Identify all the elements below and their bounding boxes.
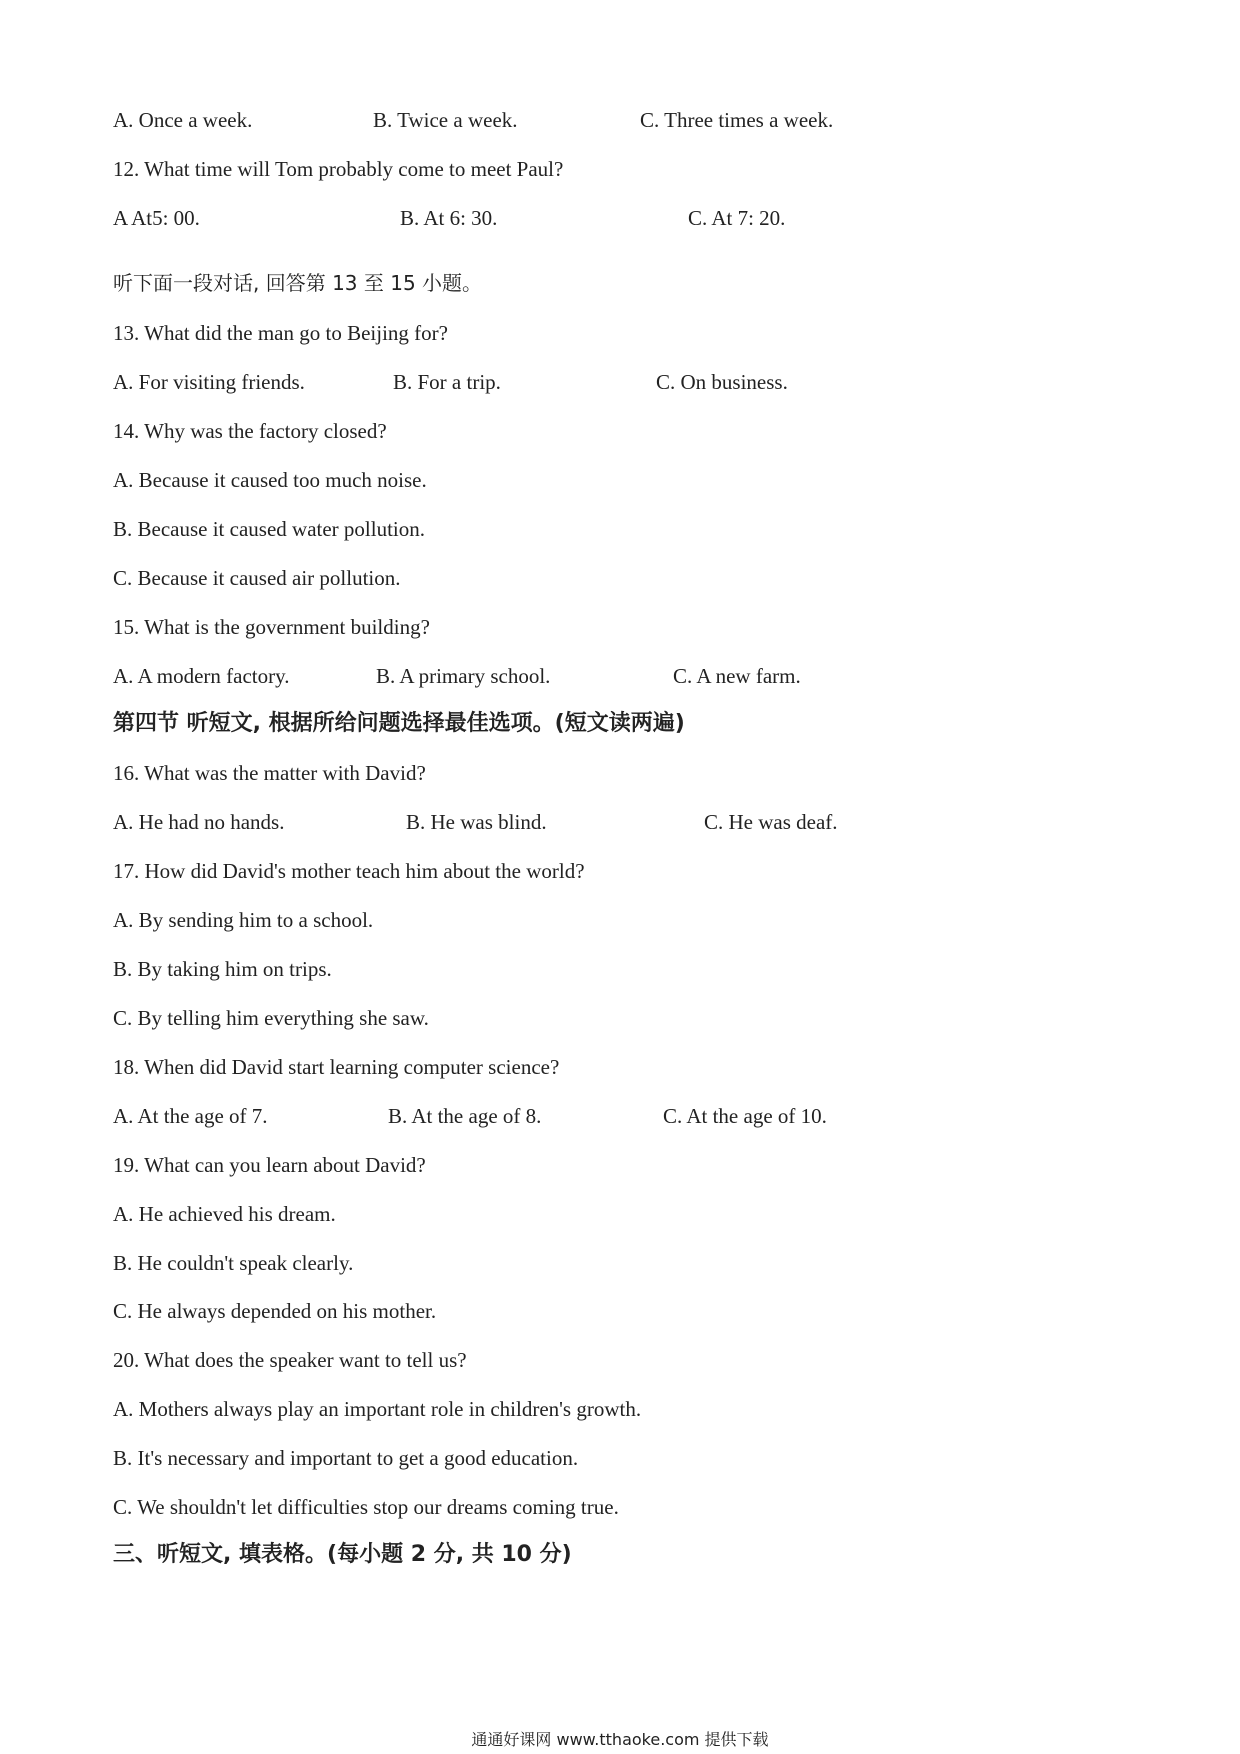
q12-question: 12. What time will Tom probably come to meet Paul? [113, 157, 564, 181]
q19-question: 19. What can you learn about David? [113, 1153, 426, 1177]
part3-heading: 三、听短文, 填表格。(每小题 2 分, 共 10 分) [113, 1542, 572, 1567]
q19-option-c: C. He always depended on his mother. [113, 1299, 437, 1323]
q13-question: 13. What did the man go to Beijing for? [113, 321, 448, 345]
q13-option-b: B. For a trip. [393, 370, 501, 394]
q18-option-b: B. At the age of 8. [388, 1104, 542, 1128]
q11-option-b: B. Twice a week. [373, 108, 518, 132]
q18-option-a: A. At the age of 7. [113, 1104, 268, 1128]
q20-option-c: C. We shouldn't let difficulties stop our dreams coming true. [113, 1495, 619, 1519]
q14-question: 14. Why was the factory closed? [113, 419, 387, 443]
q14-option-a: A. Because it caused too much noise. [113, 468, 427, 492]
page-footer: 通通好课网 www.tthaoke.com 提供下载 [471, 1730, 769, 1749]
q14-option-c: C. Because it caused air pollution. [113, 566, 401, 590]
q15-option-a: A. A modern factory. [113, 664, 290, 688]
q14-option-b: B. Because it caused water pollution. [113, 517, 425, 541]
q17-option-a: A. By sending him to a school. [113, 908, 374, 932]
q20-option-b: B. It's necessary and important to get a good education. [113, 1446, 579, 1470]
q16-option-a: A. He had no hands. [113, 810, 285, 834]
instruction-13-15: 听下面一段对话, 回答第 13 至 15 小题。 [113, 271, 483, 295]
q17-question: 17. How did David's mother teach him about the world? [113, 859, 585, 883]
q15-option-b: B. A primary school. [376, 664, 551, 688]
q13-option-a: A. For visiting friends. [113, 370, 305, 394]
q15-option-c: C. A new farm. [673, 664, 801, 688]
q17-option-c: C. By telling him everything she saw. [113, 1006, 429, 1030]
q20-question: 20. What does the speaker want to tell us? [113, 1348, 467, 1372]
q12-option-a: A At5: 00. [113, 206, 200, 230]
q16-option-b: B. He was blind. [406, 810, 547, 834]
q16-question: 16. What was the matter with David? [113, 761, 426, 785]
q12-option-c: C. At 7: 20. [688, 206, 786, 230]
q18-question: 18. When did David start learning computer science? [113, 1055, 560, 1079]
q16-option-c: C. He was deaf. [704, 810, 838, 834]
q20-option-a: A. Mothers always play an important role in children's growth. [113, 1397, 642, 1421]
q11-option-a: A. Once a week. [113, 108, 253, 132]
q19-option-b: B. He couldn't speak clearly. [113, 1251, 354, 1275]
q15-question: 15. What is the government building? [113, 615, 430, 639]
q11-option-c: C. Three times a week. [640, 108, 834, 132]
q12-option-b: B. At 6: 30. [400, 206, 498, 230]
q13-option-c: C. On business. [656, 370, 788, 394]
q17-option-b: B. By taking him on trips. [113, 957, 332, 981]
q18-option-c: C. At the age of 10. [663, 1104, 827, 1128]
section4-heading: 第四节 听短文, 根据所给问题选择最佳选项。(短文读两遍) [113, 711, 685, 736]
q19-option-a: A. He achieved his dream. [113, 1202, 336, 1226]
